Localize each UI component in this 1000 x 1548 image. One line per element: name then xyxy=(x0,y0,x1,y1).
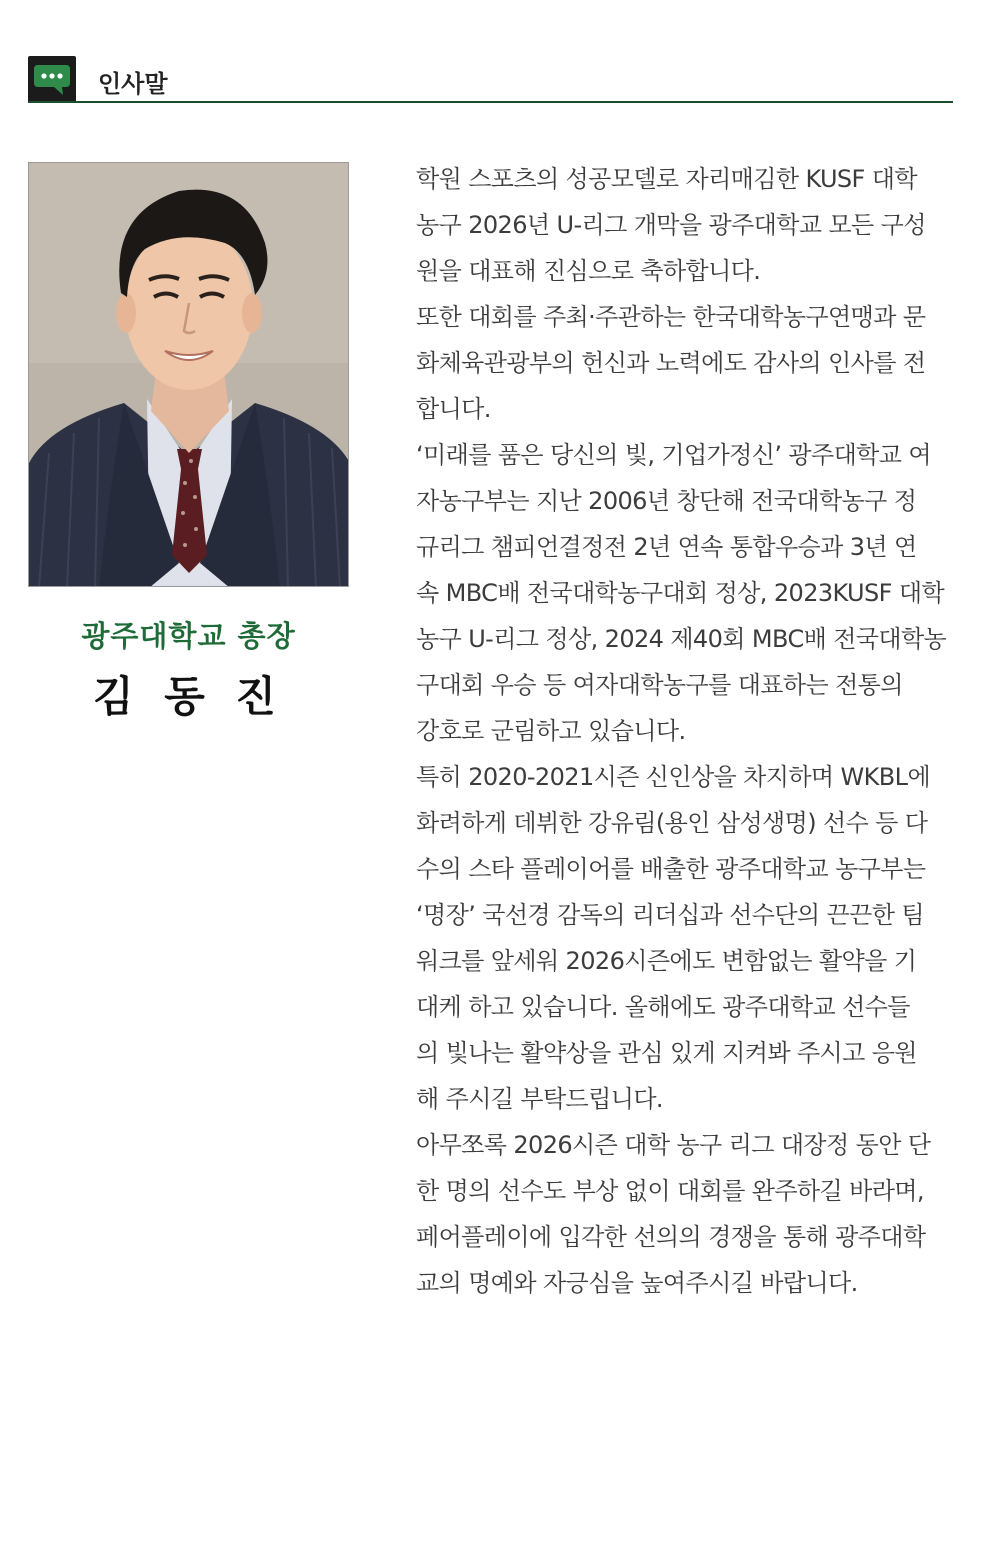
greeting-text xyxy=(416,156,952,1306)
greeting-line: 아무쪼록 2026시즌 대학 농구 리그 대장정 동안 단 xyxy=(416,1131,931,1159)
greeting-line: 강호로 군림하고 있습니다. xyxy=(416,717,686,745)
greeting-line: 한 명의 선수도 부상 없이 대회를 완주하길 바라며, xyxy=(416,1177,924,1205)
greeting-line: 해 주시길 부탁드립니다. xyxy=(416,1085,663,1113)
greeting-line: 원을 대표해 진심으로 축하합니다. xyxy=(416,257,761,285)
greeting-line: 교의 명예와 자긍심을 높여주시길 바랍니다. xyxy=(416,1269,858,1297)
greeting-line: 학원 스포츠의 성공모델로 자리매김한 KUSF 대학 xyxy=(416,165,917,193)
greeting-line: 대케 하고 있습니다. 올해에도 광주대학교 선수들 xyxy=(416,993,910,1021)
greeting-line: 구대회 우승 등 여자대학농구를 대표하는 전통의 xyxy=(416,671,903,699)
greeting-line: 자농구부는 지난 2006년 창단해 전국대학농구 정 xyxy=(416,487,917,515)
greeting-line: 화려하게 데뷔한 강유림(용인 삼성생명) 선수 등 다 xyxy=(416,809,928,837)
chat-bubble-icon xyxy=(28,56,76,102)
greeting-line: 워크를 앞세워 2026시즌에도 변함없는 활약을 기 xyxy=(416,947,917,975)
president-name: 김 동 진 xyxy=(93,672,284,721)
section-title: 인사말 xyxy=(98,70,168,98)
greeting-line: ‘미래를 품은 당신의 빛, 기업가정신’ 광주대학교 여 xyxy=(416,441,931,469)
greeting-line: 농구 2026년 U-리그 개막을 광주대학교 모든 구성 xyxy=(416,211,926,239)
greeting-line: 규리그 챔피언결정전 2년 연속 통합우승과 3년 연 xyxy=(416,533,917,561)
header-divider xyxy=(28,101,953,103)
greeting-line: ‘명장’ 국선경 감독의 리더십과 선수단의 끈끈한 팀 xyxy=(416,901,924,929)
greeting-line: 의 빛나는 활약상을 관심 있게 지켜봐 주시고 응원 xyxy=(416,1039,917,1067)
greeting-line: 또한 대회를 주최·주관하는 한국대학농구연맹과 문 xyxy=(416,303,926,331)
president-portrait xyxy=(28,162,349,587)
section-header xyxy=(28,56,953,104)
president-title: 광주대학교 총장 xyxy=(81,619,296,653)
greeting-line: 합니다. xyxy=(416,395,491,423)
greeting-line: 수의 스타 플레이어를 배출한 광주대학교 농구부는 xyxy=(416,855,926,883)
greeting-line: 농구 U-리그 정상, 2024 제40회 MBC배 전국대학농 xyxy=(416,625,947,653)
greeting-line: 페어플레이에 입각한 선의의 경쟁을 통해 광주대학 xyxy=(416,1223,926,1251)
greeting-line: 화체육관광부의 헌신과 노력에도 감사의 인사를 전 xyxy=(416,349,926,377)
greeting-line: 특히 2020-2021시즌 신인상을 차지하며 WKBL에 xyxy=(416,763,931,791)
greeting-line: 속 MBC배 전국대학농구대회 정상, 2023KUSF 대학 xyxy=(416,579,945,607)
